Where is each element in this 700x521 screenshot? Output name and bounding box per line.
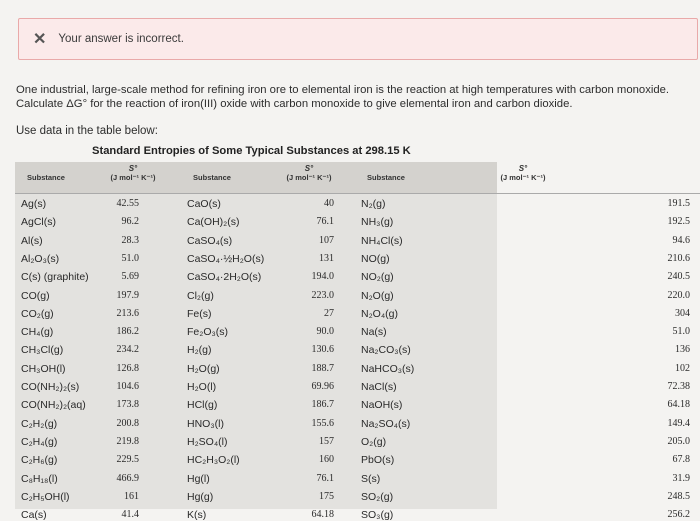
header-units-1: (J mol⁻¹ K⁻¹) [110,173,156,182]
entropy-value-cell: 240.5 [667,271,690,283]
substance-cell: CO(NH₂)₂(aq) [21,399,86,412]
entropy-value-cell: 160 [319,454,334,466]
header-substance-2: Substance [193,173,231,182]
substance-cell: CH₃OH(l) [21,362,66,375]
entropy-value-cell: 466.9 [116,472,139,484]
close-icon: ✕ [33,31,47,48]
incorrect-answer-alert [18,18,698,60]
substance-cell: HNO₃(l) [187,417,224,430]
entropy-value-cell: 40 [324,198,334,209]
entropy-value-cell: 248.5 [667,490,690,502]
entropy-value-cell: 69.96 [311,381,334,392]
substance-cell: Al₂O₃(s) [21,252,60,265]
question-text [16,83,696,111]
substance-cell: Na₂SO₄(s) [361,417,411,430]
entropy-value-cell: 191.5 [667,198,690,209]
substance-cell: CaSO₄(s) [187,234,233,247]
substance-cell: CO(g) [21,289,50,302]
entropy-value-cell: 205.0 [667,435,690,447]
entropy-value-cell: 90.0 [316,326,334,338]
substance-cell: N₂O(g) [361,289,394,302]
header-units-2: (J mol⁻¹ K⁻¹) [286,173,332,182]
use-data-label: Use data in the table below: [16,125,158,137]
substance-cell: CaSO₄·½H₂O(s) [187,252,265,265]
entropy-value-cell: 51.0 [121,252,139,264]
substance-cell: Ca(OH)₂(s) [187,216,240,229]
substance-cell: C(s) (graphite) [21,271,89,284]
entropy-value-cell: 131 [319,252,334,264]
substance-cell: PbO(s) [361,454,395,467]
header-entropy-2 [277,164,341,182]
entropy-value-cell: 28.3 [121,234,139,246]
table-header [15,162,497,194]
header-substance-1: Substance [27,173,65,182]
substance-cell: N₂(g) [361,198,386,210]
substance-cell: Hg(g) [187,490,214,503]
substance-cell: Fe₂O₃(s) [187,326,229,339]
substance-cell: NH₄Cl(s) [361,234,403,247]
substance-cell: Al(s) [21,234,43,247]
substance-cell: C₂H₅OH(l) [21,490,70,503]
entropy-value-cell: 41.4 [121,509,139,521]
substance-cell: AgCl(s) [21,216,57,229]
question-line-1: One industrial, large-scale method for refining iron ore to elemental iron is the reaction at high temperatures with carbon monoxide. [16,84,670,96]
entropy-value-cell: 104.6 [116,381,139,392]
entropy-value-cell: 42.55 [116,198,139,209]
substance-cell: C₂H₆(g) [21,454,58,467]
entropy-value-cell: 126.8 [116,362,139,374]
entropy-value-cell: 94.6 [672,234,690,246]
question-line-2: Calculate ΔG° for the reaction of iron(III) oxide with carbon monoxide to give elemental iron and carbon dioxide. [16,98,573,110]
header-units-3: (J mol⁻¹ K⁻¹) [500,173,546,182]
substance-cell: NO(g) [361,252,390,265]
entropy-value-cell: 223.0 [311,289,334,301]
substance-cell: CaO(s) [187,198,221,210]
entropy-value-cell: 155.6 [311,417,334,429]
entropy-value-cell: 76.1 [316,472,334,484]
entropy-value-cell: 213.6 [116,307,139,319]
entropy-value-cell: 256.2 [667,509,690,521]
substance-cell: NO₂(g) [361,271,394,284]
substance-cell: H₂O(l) [187,381,217,393]
entropy-value-cell: 27 [324,307,334,319]
substance-cell: HC₂H₃O₂(l) [187,454,240,467]
entropy-value-cell: 51.0 [672,326,690,338]
substance-cell: NaCl(s) [361,381,397,393]
entropy-value-cell: 210.6 [667,252,690,264]
entropy-value-cell: 175 [319,490,334,502]
table-header-right [497,162,700,194]
entropy-value-cell: 173.8 [116,399,139,411]
substance-cell: Ag(s) [21,198,47,210]
substance-cell: SO₃(g) [361,509,394,521]
entropy-value-cell: 220.0 [667,289,690,301]
header-s-symbol-3: S° [518,164,528,173]
substance-cell: H₂(g) [187,344,212,357]
entropy-value-cell: 31.9 [672,472,690,484]
entropy-value-cell: 229.5 [116,454,139,466]
substance-cell: S(s) [361,472,381,485]
substance-cell: Hg(l) [187,472,210,485]
entropy-value-cell: 136 [675,344,690,356]
alert-message: Your answer is incorrect. [58,33,184,45]
substance-cell: H₂SO₄(l) [187,435,228,448]
entropy-value-cell: 197.9 [116,289,139,301]
entropy-value-cell: 219.8 [116,435,139,447]
substance-cell: NaHCO₃(s) [361,362,415,375]
substance-cell: HCl(g) [187,399,218,412]
substance-cell: K(s) [187,509,207,521]
substance-cell: CO(NH₂)₂(s) [21,381,80,393]
entropy-value-cell: 186.7 [311,399,334,411]
substance-cell: Cl₂(g) [187,289,214,302]
header-entropy-1 [103,164,163,182]
header-s-symbol-1: S° [128,164,138,173]
substance-cell: CH₄(g) [21,326,54,339]
entropy-value-cell: 234.2 [116,344,139,356]
entropy-value-cell: 192.5 [667,216,690,228]
substance-cell: Na₂CO₃(s) [361,344,411,357]
substance-cell: O₂(g) [361,435,387,448]
entropy-table-right-column [497,162,700,521]
entropy-value-cell: 157 [319,435,334,447]
entropy-value-cell: 149.4 [667,417,690,429]
substance-cell: CaSO₄·2H₂O(s) [187,271,262,284]
entropy-value-cell: 161 [124,490,139,502]
substance-cell: CH₃Cl(g) [21,344,64,357]
substance-cell: C₂H₄(g) [21,435,58,448]
substance-cell: CO₂(g) [21,307,54,320]
substance-cell: Na(s) [361,326,387,339]
substance-cell: NH₃(g) [361,216,394,229]
entropy-value-cell: 304 [675,307,690,319]
entropy-value-cell: 186.2 [116,326,139,338]
header-s-symbol-2: S° [304,164,314,173]
entropy-value-cell: 200.8 [116,417,139,429]
header-entropy-3 [491,164,555,182]
substance-cell: H₂O(g) [187,362,220,375]
entropy-value-cell: 194.0 [311,271,334,283]
entropy-value-cell: 5.69 [121,271,139,283]
substance-cell: C₂H₂(g) [21,417,58,430]
entropy-table [15,162,497,521]
entropy-value-cell: 102 [675,362,690,374]
entropy-value-cell: 67.8 [672,454,690,466]
substance-cell: SO₂(g) [361,490,394,503]
entropy-value-cell: 76.1 [316,216,334,228]
substance-cell: N₂O₄(g) [361,307,398,320]
entropy-value-cell: 64.18 [311,509,334,521]
entropy-value-cell: 96.2 [121,216,139,228]
entropy-value-cell: 107 [319,234,334,246]
substance-cell: Ca(s) [21,509,47,521]
substance-cell: C₈H₁₈(l) [21,472,58,485]
substance-cell: NaOH(s) [361,399,403,412]
header-substance-3: Substance [367,173,405,182]
entropy-value-cell: 72.38 [667,381,690,392]
substance-cell: Fe(s) [187,307,212,320]
entropy-value-cell: 64.18 [667,399,690,411]
table-title: Standard Entropies of Some Typical Substances at 298.15 K [92,145,411,157]
entropy-value-cell: 188.7 [311,362,334,374]
entropy-value-cell: 130.6 [311,344,334,356]
